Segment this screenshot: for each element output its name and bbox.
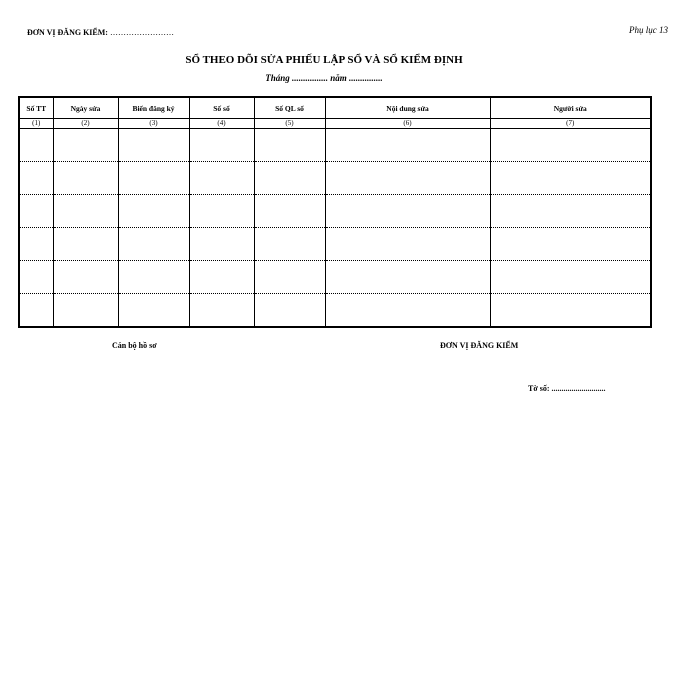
col-header-stt: Số TT — [19, 97, 53, 119]
table-cell[interactable] — [325, 294, 490, 328]
table-cell[interactable] — [53, 195, 118, 228]
table-cell[interactable] — [19, 129, 53, 162]
sheet-number-label: Tờ số: ........................... — [528, 384, 606, 393]
col-header-so-so: Số sổ — [189, 97, 254, 119]
table-row — [19, 129, 651, 162]
col-number-4: (4) — [189, 119, 254, 129]
table-cell[interactable] — [118, 129, 189, 162]
table-cell[interactable] — [189, 129, 254, 162]
table-cell[interactable] — [118, 261, 189, 294]
table-row — [19, 162, 651, 195]
table-cell[interactable] — [118, 228, 189, 261]
col-header-nguoi-sua: Người sửa — [490, 97, 651, 119]
table-cell[interactable] — [118, 195, 189, 228]
col-header-so-ql-so: Số QL sổ — [254, 97, 325, 119]
inspection-unit-label — [27, 28, 174, 37]
table-cell[interactable] — [254, 228, 325, 261]
table-row — [19, 228, 651, 261]
col-number-7: (7) — [490, 119, 651, 129]
table-cell[interactable] — [325, 129, 490, 162]
table-cell[interactable] — [19, 162, 53, 195]
table-cell[interactable] — [19, 261, 53, 294]
table-cell[interactable] — [189, 228, 254, 261]
table-row — [19, 261, 651, 294]
inspection-unit-label-text: ĐƠN VỊ ĐĂNG KIỂM: — [27, 28, 108, 37]
table-cell[interactable] — [118, 162, 189, 195]
table-cell[interactable] — [53, 294, 118, 328]
ledger-table — [18, 96, 652, 328]
table-cell[interactable] — [118, 294, 189, 328]
table-cell[interactable] — [254, 129, 325, 162]
records-officer-signature-label: Cán bộ hồ sơ — [112, 341, 157, 350]
page-title: SỔ THEO DÕI SỬA PHIẾU LẬP SỔ VÀ SỔ KIỂM ĐỊNH — [185, 54, 463, 66]
table-cell[interactable] — [19, 228, 53, 261]
col-number-6: (6) — [325, 119, 490, 129]
col-number-3: (3) — [118, 119, 189, 129]
table-cell[interactable] — [189, 261, 254, 294]
page-subtitle: Tháng ................ năm ............... — [265, 73, 383, 83]
table-cell[interactable] — [490, 129, 651, 162]
col-header-bien-dang-ky: Biển đăng ký — [118, 97, 189, 119]
table-number-row — [19, 119, 651, 129]
table-cell[interactable] — [325, 162, 490, 195]
table-cell[interactable] — [189, 162, 254, 195]
table-cell[interactable] — [254, 261, 325, 294]
table-cell[interactable] — [53, 228, 118, 261]
table-cell[interactable] — [254, 162, 325, 195]
table-cell[interactable] — [189, 294, 254, 328]
col-number-1: (1) — [19, 119, 53, 129]
table-row — [19, 195, 651, 228]
table-cell[interactable] — [53, 129, 118, 162]
table-cell[interactable] — [53, 261, 118, 294]
table-cell[interactable] — [325, 195, 490, 228]
table-cell[interactable] — [490, 228, 651, 261]
inspection-unit-dots: …………………… — [109, 28, 174, 37]
table-cell[interactable] — [53, 162, 118, 195]
table-cell[interactable] — [490, 162, 651, 195]
table-cell[interactable] — [490, 261, 651, 294]
col-header-ngay-sua: Ngày sửa — [53, 97, 118, 119]
col-number-5: (5) — [254, 119, 325, 129]
inspection-unit-signature-label: ĐƠN VỊ ĐĂNG KIỂM — [440, 341, 519, 350]
table-cell[interactable] — [19, 195, 53, 228]
appendix-label: Phụ lục 13 — [629, 25, 668, 35]
table-cell[interactable] — [254, 195, 325, 228]
table-cell[interactable] — [325, 261, 490, 294]
col-number-2: (2) — [53, 119, 118, 129]
table-cell[interactable] — [189, 195, 254, 228]
table-cell[interactable] — [19, 294, 53, 328]
table-header-row — [19, 97, 651, 119]
table-cell[interactable] — [490, 294, 651, 328]
table-cell[interactable] — [490, 195, 651, 228]
col-header-noi-dung-sua: Nội dung sửa — [325, 97, 490, 119]
table-row — [19, 294, 651, 328]
table-cell[interactable] — [325, 228, 490, 261]
table-cell[interactable] — [254, 294, 325, 328]
